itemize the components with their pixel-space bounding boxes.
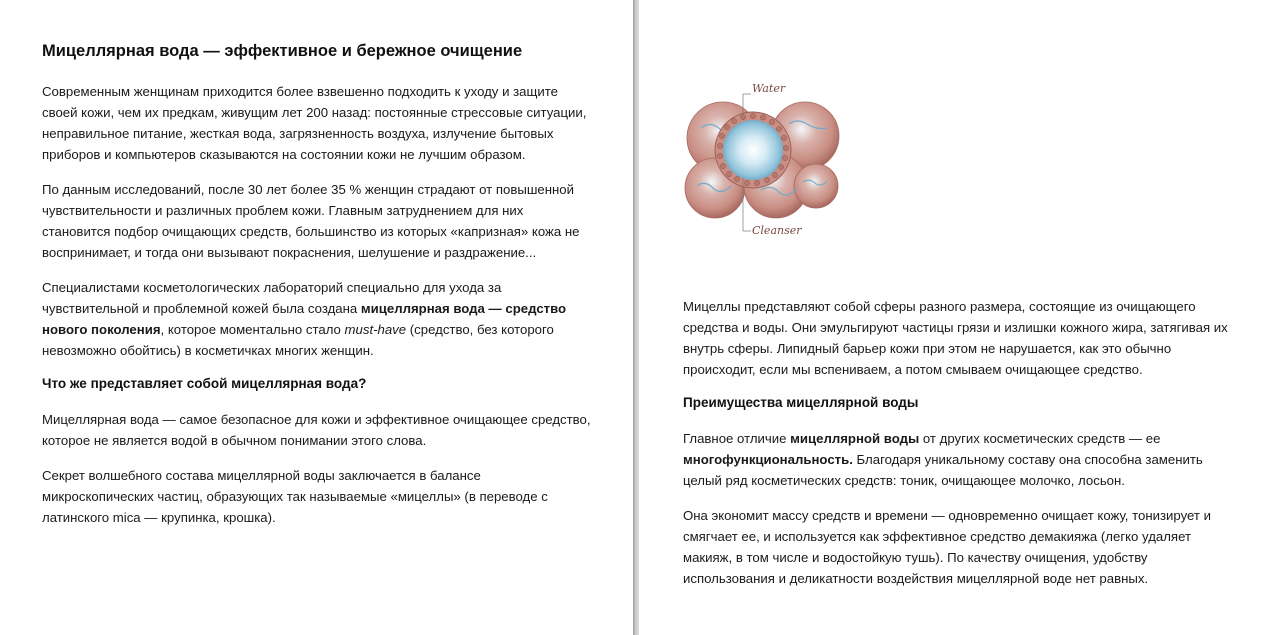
micelle-illustration (681, 78, 861, 238)
paragraph-secret: Секрет волшебного состава мицеллярной воды заключается в балансе микроскопических частиц, образующих так называемые «мицеллы» (в переводе с латинского mica — крупинка, крошка). (42, 468, 548, 525)
paragraph-main-difference-bold-1: мицеллярной воды (790, 431, 920, 446)
paragraph-creation-bold: мицеллярная вода — средство нового поколения (42, 301, 567, 337)
paragraph-main-difference (683, 428, 1239, 491)
left-page (0, 0, 633, 635)
label-cleanser: Cleanser (752, 224, 802, 237)
paragraph-economy: Она экономит массу средств и времени — одновременно очищает кожу, тонизирует и смягчает ее, и используется как эффективное средство демакияжа (легко удаляет макияж, в том числе и водостойкую тушь). По качеству очищения, удобству использования и деликатности воздействия мицеллярной воде нет равных. (683, 508, 1211, 586)
section-heading-advantages: Преимущества мицеллярной воды (683, 395, 919, 410)
paragraph-creation (42, 277, 591, 361)
article-title: Мицеллярная вода — эффективное и бережное очищение (42, 42, 523, 60)
paragraph-creation-text-a: Специалистами косметологических лабораторий специально для ухода за чувствительной и проблемной кожей была создана (42, 280, 502, 316)
section-heading-what-is: Что же представляет собой мицеллярная вода? (42, 376, 367, 391)
paragraph-main-difference-text-b: от других косметических средств — ее (919, 431, 1161, 446)
paragraph-creation-italic: must-have (344, 322, 407, 337)
paragraph-safest: Мицеллярная вода — самое безопасное для кожи и эффективное очищающее средство, которое не является водой в обычном понимании этого слова. (42, 412, 591, 448)
right-page-text (683, 296, 1239, 603)
label-water: Water (752, 82, 786, 95)
paragraph-research: По данным исследований, после 30 лет более 35 % женщин страдают от повышенной чувствительности и различных проблем кожи. Главным затруднением для них становится подбор очищающих средств, большинство из которых «капризная» кожа не воспринимает, и тогда они вызывают покраснения, шелушение и раздражение... (42, 182, 580, 260)
paragraph-main-difference-text-a: Главное отличие (683, 431, 791, 446)
right-page (639, 0, 1269, 635)
paragraph-micelles: Мицеллы представляют собой сферы разного размера, состоящие из очищающего средства и воды. Они эмульгируют частицы грязи и излишки кожного жира, затягивая их внутрь сферы. Липидный барьер кожи при этом не нарушается, как это обычно происходит, если мы вспениваем, а потом смываем очищающее средство. (683, 299, 1228, 377)
paragraph-main-difference-text-c: Благодаря уникальному составу она способна заменить целый ряд косметических средств: тоник, очищающее молочко, лосьон. (683, 452, 1203, 488)
paragraph-creation-text-c: (средство, без которого невозможно обойтись) в косметичках многих женщин. (42, 322, 554, 358)
paragraph-main-difference-bold-2: многофункциональность. (683, 452, 853, 467)
paragraph-creation-text-b: , которое моментально стало (160, 322, 345, 337)
paragraph-intro: Современным женщинам приходится более взвешенно подходить к уходу и защите своей кожи, чем их предкам, живущим лет 200 назад: постоянные стрессовые ситуации, неправильное питание, жесткая вода, загрязненность воздуха, излучение бытовых приборов и компьютеров сказываются на состоянии кожи не лучшим образом. (42, 84, 587, 162)
